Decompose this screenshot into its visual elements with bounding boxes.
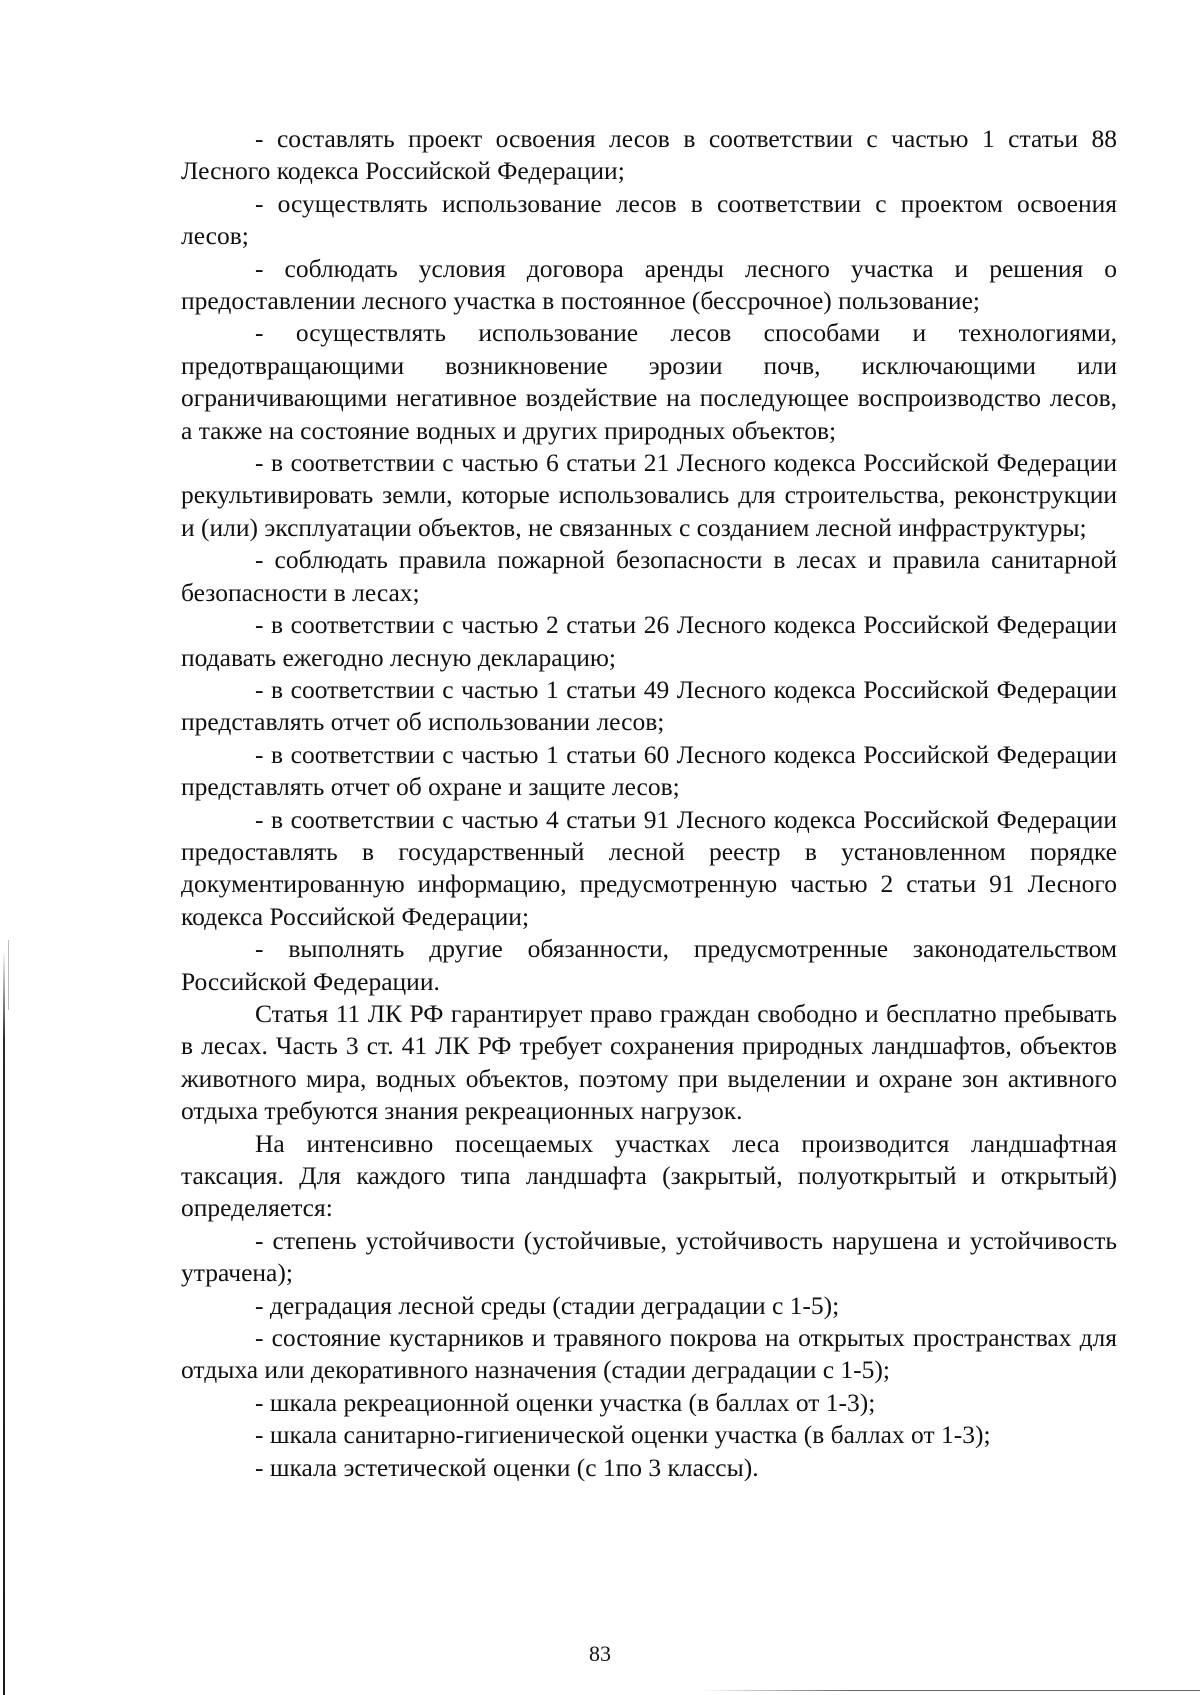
list-item-stability: - степень устойчивости (устойчивые, устойчивость нарушена и устойчивость утрачена);	[181, 1225, 1117, 1288]
list-item-aesthetic-scale: - шкала эстетической оценки (с 1по 3 классы).	[255, 1452, 759, 1482]
scan-artifact-bottom-edge	[700, 1690, 1200, 1691]
paragraph-obligation-9: - в соответствии с частью 1 статьи 60 Лесного кодекса Российской Федерации представлять отчет об охране и защите лесов;	[181, 739, 1117, 802]
paragraph-obligation-2: - осуществлять использование лесов в соответствии с проектом освоения лесов;	[181, 188, 1117, 251]
page-number: 83	[589, 1641, 611, 1666]
paragraph-obligation-4: - осуществлять использование лесов способами и технологиями, предотвращающими возникновение эрозии почв, исключающими или ограничивающими негативное воздействие на последующее воспроизводство лесов, а также на состояние водных и других природных объектов;	[181, 318, 1117, 445]
list-item-sanitary-scale: - шкала санитарно-гигиенической оценки участка (в баллах от 1-3);	[255, 1420, 991, 1450]
paragraph-article-11: Статья 11 ЛК РФ гарантирует право граждан свободно и бесплатно пребывать в лесах. Часть 3 ст. 41 ЛК РФ требует сохранения природных ландшафтов, объектов животного мира, водных объектов, поэтому при выделении и охране зон активного отдыха требуются знания рекреационных нагрузок.	[181, 998, 1117, 1126]
paragraph-obligation-11: - выполнять другие обязанности, предусмотренные законодательством Российской Федерации.	[181, 934, 1117, 996]
list-item-shrubs-state: - состояние кустарников и травяного покрова на открытых пространствах для отдыха или декоративного назначения (стадии деградации с 1-5);	[181, 1323, 1117, 1385]
body-text	[181, 123, 1117, 1484]
list-item-degradation: - деградация лесной среды (стадии деградации с 1-5);	[255, 1290, 840, 1320]
paragraph-obligation-8: - в соответствии с частью 1 статьи 49 Лесного кодекса Российской Федерации представлять отчет об использовании лесов;	[181, 674, 1117, 737]
paragraph-landscape-taxation: На интенсивно посещаемых участках леса производится ландшафтная таксация. Для каждого типа ландшафта (закрытый, полуоткрытый и открытый) определяется:	[181, 1128, 1117, 1223]
paragraph-obligation-6: - соблюдать правила пожарной безопасности в лесах и правила санитарной безопасности в лесах;	[181, 545, 1117, 607]
scan-artifact-left-edge	[3, 950, 5, 1695]
paragraph-obligation-5: - в соответствии с частью 6 статьи 21 Лесного кодекса Российской Федерации рекультивировать земли, которые использовались для строительства, реконструкции и (или) эксплуатации объектов, не связанных с созданием лесной инфраструктуры;	[181, 448, 1117, 542]
scan-artifact-mark	[8, 940, 9, 1010]
list-item-recreational-scale: - шкала рекреационной оценки участка (в баллах от 1-3);	[255, 1387, 876, 1417]
paragraph-obligation-1: - составлять проект освоения лесов в соответствии с частью 1 статьи 88 Лесного кодекса Российской Федерации;	[181, 124, 1117, 186]
paragraph-obligation-3: - соблюдать условия договора аренды лесного участка и решения о предоставлении лесного участка в постоянное (бессрочное) пользование;	[181, 253, 1117, 316]
paragraph-obligation-7: - в соответствии с частью 2 статьи 26 Лесного кодекса Российской Федерации подавать ежегодно лесную декларацию;	[181, 610, 1117, 672]
paragraph-obligation-10: - в соответствии с частью 4 статьи 91 Лесного кодекса Российской Федерации предоставлять в государственный лесной реестр в установленном порядке документированную информацию, предусмотренную частью 2 статьи 91 Лесного кодекса Российской Федерации;	[181, 804, 1117, 931]
